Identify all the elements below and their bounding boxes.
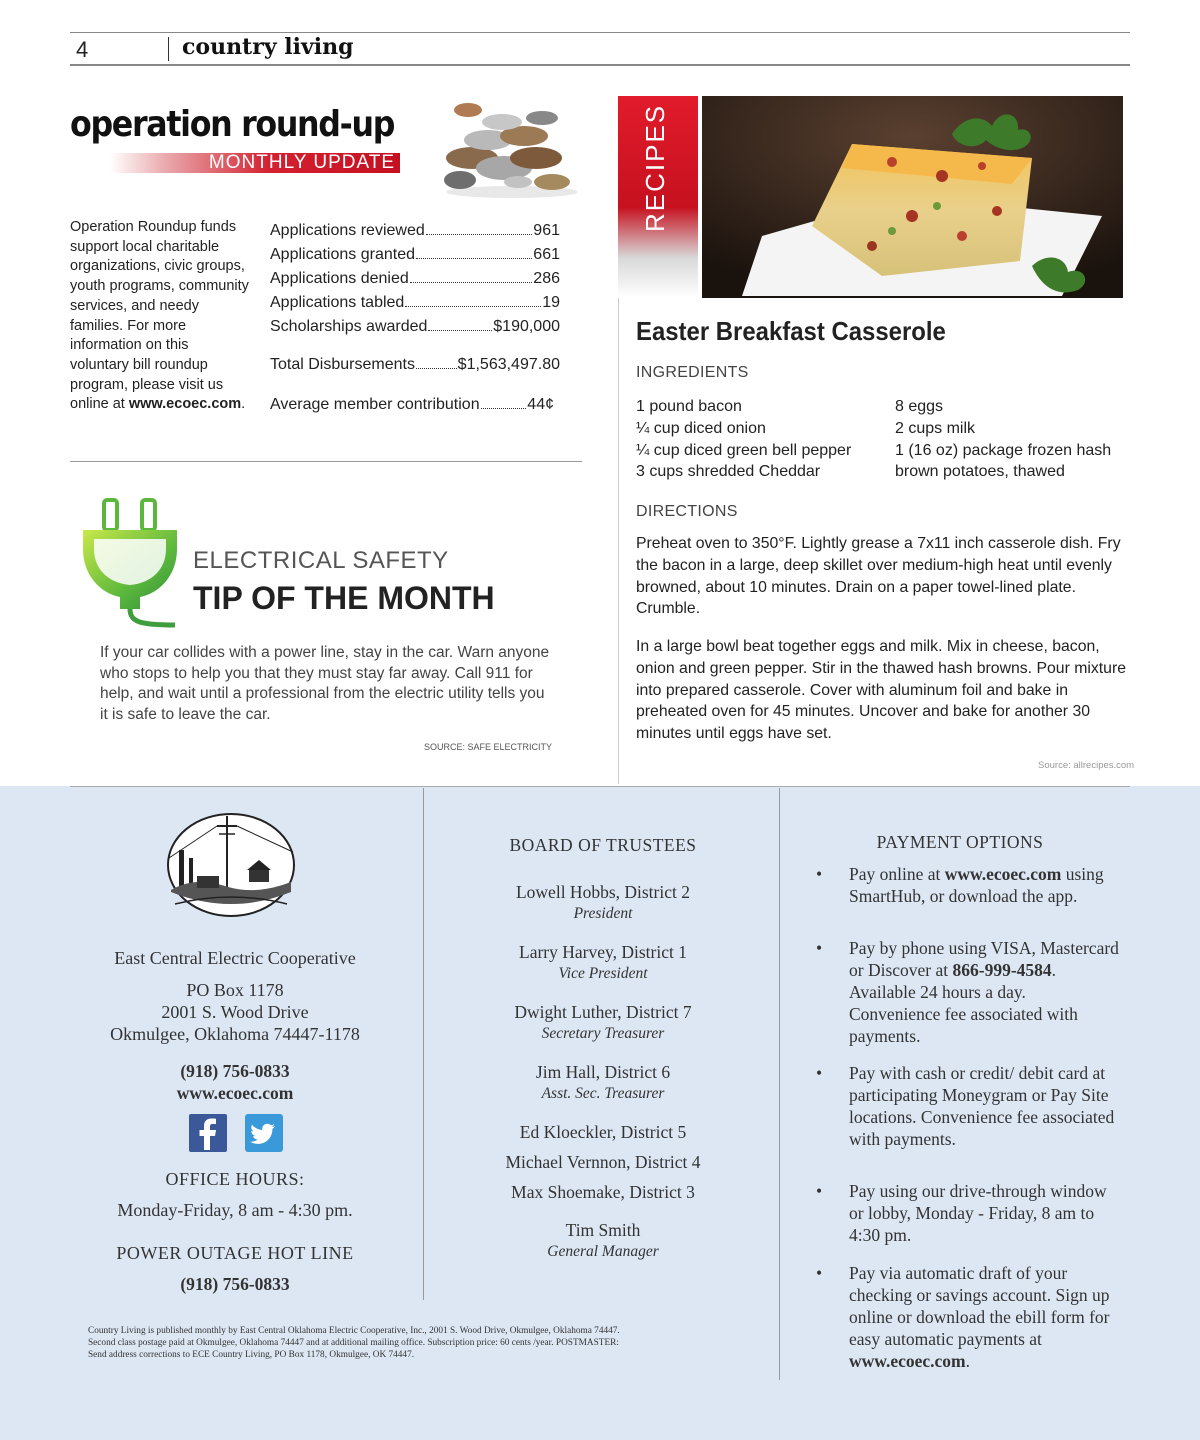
roundup-subtitle: MONTHLY UPDATE [208, 152, 395, 173]
ingredient-item: brown potatoes, thawed [895, 463, 1065, 481]
stat-value: 19 [542, 294, 560, 311]
footer-column-divider [779, 788, 780, 1380]
coop-address [70, 979, 400, 1045]
leader-dots [405, 306, 541, 307]
header-divider [168, 37, 169, 61]
safety-tip-text: If your car collides with a power line, stay in the car. Warn anyone who stops to help you that they must stay far away. Call 911 for help, and wait until a professional from the electric utility tells you it is safe to leave the car. [100, 644, 550, 723]
ingredient-item: 3 cups shredded Cheddar [636, 463, 821, 481]
bullet: • [816, 864, 823, 884]
casserole-photo [702, 96, 1123, 298]
fine-print-line: Send address corrections to ECE Country Living, PO Box 1178, Okmulgee, OK 74447. [88, 1349, 415, 1360]
stat-row [270, 222, 560, 246]
ingredient-item: ¼ cup diced onion [636, 419, 766, 437]
payment-text: Pay using our drive-through window or lobby, Monday - Friday, 8 am to 4:30 pm. [849, 1181, 1107, 1245]
safety-source [424, 742, 552, 752]
stat-value: 961 [533, 222, 560, 239]
page-header [70, 32, 1130, 66]
stat-label: Scholarships awarded [270, 318, 428, 335]
trustee-name: Lowell Hobbs, District 2 [515, 882, 690, 902]
payment-text: . Available 24 hours a day. Convenience fee associated with payments. [849, 960, 1078, 1046]
section-divider [70, 461, 582, 462]
publication-fine-print [88, 1326, 768, 1361]
roundup-description [70, 218, 250, 415]
ingredients-right [895, 396, 1111, 483]
leader-dots [416, 368, 457, 369]
bullet: • [816, 1181, 823, 1201]
leader-dots [481, 408, 527, 409]
roundup-description-text: Operation Roundup funds support local charitable organizations, civic groups, youth programs, community services, and needy families. For more information on this voluntary bill roundup program, please visit us online at [70, 219, 249, 413]
payment-text: Pay via automatic draft of your checking or savings account. Sign up online or download the ebill form for easy automatic payments at [849, 1263, 1110, 1349]
trustee-role: Secretary Treasurer [541, 1025, 665, 1042]
bullet: • [816, 1063, 823, 1083]
twitter-icon[interactable] [245, 1114, 283, 1152]
stat-row [270, 318, 560, 342]
general-manager-name: Tim Smith [565, 1220, 641, 1240]
ingredient-item: 1 (16 oz) package frozen hash [895, 441, 1112, 459]
safety-heading: ELECTRICAL SAFETY [193, 547, 449, 574]
stat-label: Average member contribution [270, 396, 480, 413]
stat-label: Applications granted [270, 246, 415, 263]
trustee-name: Jim Hall, District 6 [535, 1062, 671, 1082]
ingredient-item: 1 pound bacon [636, 398, 742, 415]
leader-dots [428, 330, 492, 331]
stat-row [270, 270, 560, 294]
payment-text: Pay by phone using VISA, Mastercard or Discover at [849, 938, 1119, 980]
total-disbursements-row [270, 356, 560, 380]
payment-text: . [965, 1351, 970, 1371]
payment-website-link[interactable]: www.ecoec.com [944, 864, 1062, 884]
address-line: PO Box 1178 [186, 980, 284, 1000]
coop-name: East Central Electric Cooperative [114, 948, 356, 968]
source-name: SAFE ELECTRICITY [467, 742, 553, 752]
roundup-website-link[interactable]: www.ecoec.com [128, 396, 242, 413]
page-number: 4 [76, 37, 89, 62]
coop-phone[interactable]: (918) 756-0833 [180, 1061, 290, 1081]
stat-value: $190,000 [493, 318, 560, 335]
safety-subheading: TIP OF THE MONTH [193, 580, 495, 616]
average-contribution-row [270, 396, 554, 420]
address-line: Okmulgee, Oklahoma 74447-1178 [110, 1024, 360, 1044]
recipe-title: Easter Breakfast Casserole [636, 316, 946, 346]
outage-hotline-phone[interactable]: (918) 756-0833 [180, 1274, 290, 1294]
stat-label: Total Disbursements [270, 356, 415, 373]
trustee-name: Larry Harvey, District 1 [519, 942, 687, 962]
ingredients-heading: INGREDIENTS [636, 364, 749, 381]
ingredient-item: 8 eggs [895, 398, 944, 415]
roundup-description-end: . [241, 396, 246, 413]
ingredient-item: ¼ cup diced green bell pepper [636, 441, 852, 459]
source-label: SOURCE: [424, 742, 466, 752]
stat-value: 661 [533, 246, 560, 263]
roundup-title: operation round-up [70, 104, 395, 145]
stat-value: 44¢ [527, 396, 554, 413]
trustee-name: Ed Kloeckler, District 5 [519, 1122, 687, 1142]
payment-text: using SmartHub, or download the app. [849, 864, 1104, 906]
leader-dots [416, 258, 532, 259]
address-line: 2001 S. Wood Drive [161, 1002, 309, 1022]
trustee-name: Max Shoemake, District 3 [511, 1182, 695, 1202]
footer-panel [0, 786, 1200, 1440]
payment-phone-number[interactable]: 866-999-4584 [952, 960, 1052, 980]
coop-logo [165, 812, 297, 918]
stat-row [270, 246, 560, 270]
payment-heading: PAYMENT OPTIONS [876, 832, 1044, 852]
payment-text: Pay online at [849, 864, 945, 884]
recipes-label: RECIPES [640, 103, 670, 232]
stat-label: Applications tabled [270, 294, 405, 311]
stat-row [270, 294, 560, 318]
stat-label: Applications reviewed [270, 222, 425, 239]
general-manager-role: General Manager [547, 1243, 659, 1260]
recipe-source: Source: allrecipes.com [1038, 760, 1135, 771]
facebook-icon[interactable] [189, 1114, 227, 1152]
stat-value: $1,563,497.80 [457, 356, 560, 373]
leader-dots [426, 234, 533, 235]
roundup-stats [270, 222, 560, 420]
directions-step: Preheat oven to 350°F. Lightly grease a 7x11 inch casserole dish. Fry the bacon in a large, deep skillet over medium-high heat until evenly browned, about 10 minutes. Drain on a paper towel-lined plate. Crumble. [636, 535, 1121, 618]
bullet: • [816, 1263, 823, 1283]
stat-label: Applications denied [270, 270, 409, 287]
directions-step: In a large bowl beat together eggs and milk. Mix in cheese, bacon, onion and green pepper. Stir in the thawed hash browns. Pour mixture into prepared casserole. Cover with aluminum foil and bake in preheated oven for 45 minutes. Uncover and bake for another 30 minutes until eggs have set. [636, 638, 1127, 743]
footer-column-divider [423, 788, 424, 1300]
board-heading: BOARD OF TRUSTEES [509, 835, 697, 855]
ingredients-left [636, 396, 851, 483]
coop-website[interactable]: www.ecoec.com [176, 1083, 294, 1103]
payment-website-link[interactable]: www.ecoec.com [849, 1351, 966, 1371]
coins-image [432, 96, 582, 198]
trustee-role: Vice President [558, 965, 648, 982]
footer-top-rule [70, 786, 1130, 787]
publication-title: country living [182, 34, 354, 60]
directions-heading: DIRECTIONS [636, 503, 738, 520]
outage-hotline-heading: POWER OUTAGE HOT LINE [116, 1243, 354, 1263]
trustee-role: Asst. Sec. Treasurer [541, 1085, 665, 1102]
trustee-name: Michael Vernnon, District 4 [505, 1152, 701, 1172]
trustee-role: President [573, 905, 633, 922]
stat-value: 286 [533, 270, 560, 287]
leader-dots [410, 282, 533, 283]
office-hours: Monday-Friday, 8 am - 4:30 pm. [117, 1200, 353, 1220]
trustee-name: Dwight Luther, District 7 [514, 1002, 692, 1022]
fine-print-line: Second class postage paid at Okmulgee, Oklahoma 74447 and at additional mailing office. Subscription price: 60 cents /year. POSTMASTER: [88, 1337, 619, 1348]
payment-text: Pay with cash or credit/ debit card at participating Moneygram or Pay Site locations. Convenience fee associated with payments. [849, 1063, 1115, 1149]
bullet: • [816, 938, 823, 958]
plug-icon [80, 497, 180, 632]
office-hours-heading: OFFICE HOURS: [165, 1169, 305, 1189]
ingredient-item: 2 cups milk [895, 419, 976, 437]
fine-print-line: Country Living is published monthly by East Central Oklahoma Electric Cooperative, Inc., 2001 S. Wood Drive, Okmulgee, Oklahoma 74447. [88, 1326, 620, 1336]
